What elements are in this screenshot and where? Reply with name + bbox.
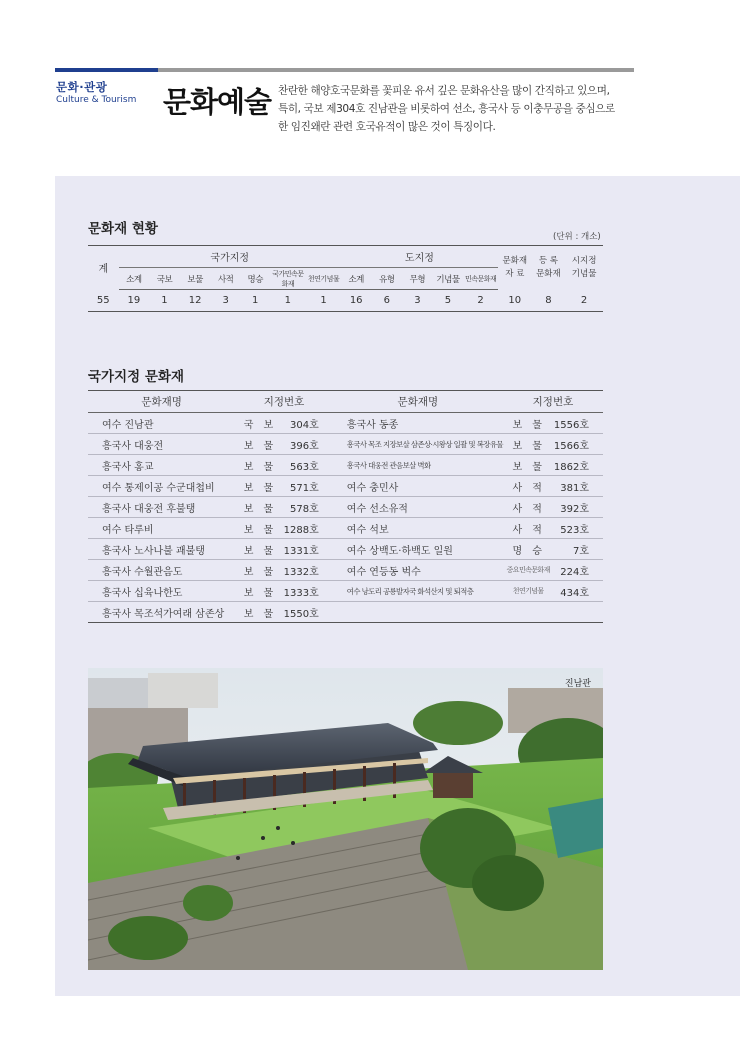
status-value: 10 <box>508 294 522 306</box>
status-value: 8 <box>545 294 552 306</box>
heritage-name: 흥국사 노사나불 괘불탱 <box>88 539 235 560</box>
heritage-table <box>88 390 603 623</box>
heritage-number: 1550호 <box>284 602 333 623</box>
col-registered-line: 등 록 <box>538 255 558 266</box>
status-value: 5 <box>444 295 452 306</box>
heritage-name: 흥국사 십육나한도 <box>88 581 235 602</box>
heritage-name <box>333 602 503 623</box>
heritage-heading: 국가지정 문화재 <box>88 369 184 385</box>
heritage-number: 381호 <box>553 476 603 497</box>
heritage-row <box>88 434 603 455</box>
heritage-type: 사적 <box>503 518 554 539</box>
heritage-name: 흥국사 대웅전 관음보살 벽화 <box>333 455 503 476</box>
heritage-number: 7호 <box>553 539 603 560</box>
heritage-name: 흥국사 목조석가여래 삼존상 <box>88 602 235 623</box>
heritage-name: 흥국사 대웅전 <box>88 434 235 455</box>
status-value: 3 <box>414 295 421 306</box>
status-value: 12 <box>188 295 202 306</box>
heritage-type <box>503 602 554 623</box>
col-city-line: 시지정 <box>571 255 597 266</box>
heritage-type: 국보 <box>235 413 283 434</box>
heritage-name: 여수 낭도리 공룡발자국 화석산지 및 퇴적층 <box>333 581 503 602</box>
heritage-name: 여수 통제이공 수군대첩비 <box>88 476 235 497</box>
heritage-row <box>88 602 603 623</box>
heritage-type: 보물 <box>235 476 283 497</box>
heritage-type: 보물 <box>235 539 283 560</box>
heritage-type: 보물 <box>235 497 283 518</box>
col-heritage-name: 문화재명 <box>397 396 439 408</box>
heritage-type: 보물 <box>503 434 554 455</box>
heritage-number: 1288호 <box>284 518 333 539</box>
col-city-line: 기념물 <box>571 268 597 279</box>
status-value: 1 <box>252 295 259 306</box>
heritage-number: 1332호 <box>284 560 333 581</box>
page-title: 문화예술 <box>163 85 272 119</box>
status-value: 3 <box>222 295 229 306</box>
jinnamgwan-illustration <box>88 668 603 970</box>
heritage-type: 명승 <box>503 539 554 560</box>
heritage-type: 중요민속문화재 <box>503 560 554 581</box>
col-material <box>498 246 532 290</box>
sub-header: 국보 <box>149 268 180 290</box>
heritage-row <box>88 539 603 560</box>
heritage-name: 여수 연등동 벅수 <box>333 560 503 581</box>
photo-caption: 진남관 <box>564 679 591 689</box>
sub-header: 천연기념물 <box>306 268 341 290</box>
heritage-type: 보물 <box>235 560 283 581</box>
heritage-row <box>88 497 603 518</box>
heritage-row <box>88 455 603 476</box>
sub-header: 기념물 <box>433 268 464 290</box>
heritage-row <box>88 518 603 539</box>
heritage-name: 흥국사 목조 지장보살 삼존상·시왕상 일괄 및 복장유물 <box>333 434 503 455</box>
status-value: 16 <box>349 295 363 306</box>
intro-line: 특히, 국보 제304호 진남관을 비롯하여 선소, 흥국사 등 이충무공을 중심으로 <box>278 103 615 115</box>
status-value: 6 <box>383 295 390 306</box>
heritage-type: 보물 <box>503 455 554 476</box>
sub-header: 사적 <box>210 268 241 290</box>
heritage-number: 1333호 <box>284 581 333 602</box>
status-table <box>88 245 603 312</box>
heritage-number <box>553 602 603 623</box>
heritage-type: 보물 <box>235 602 283 623</box>
heritage-type: 보물 <box>235 518 283 539</box>
col-total: 계 <box>98 264 109 276</box>
sub-header: 민속문화재 <box>463 268 498 290</box>
heritage-name: 여수 상백도·하백도 일원 <box>333 539 503 560</box>
sub-header: 무형 <box>402 268 433 290</box>
group-national: 국가지정 <box>119 246 341 268</box>
heritage-number: 523호 <box>553 518 603 539</box>
sub-header: 명승 <box>241 268 270 290</box>
heritage-name: 여수 석보 <box>333 518 503 539</box>
status-values-row <box>88 290 603 312</box>
status-value: 1 <box>320 295 327 306</box>
header-rule <box>158 68 634 72</box>
col-city <box>565 246 603 290</box>
heritage-number: 571호 <box>284 476 333 497</box>
col-registered <box>532 246 566 290</box>
intro-text <box>278 82 638 136</box>
intro-line: 찬란한 해양호국문화를 꽃피운 유서 깊은 문화유산을 많이 간직하고 있으며, <box>278 85 610 97</box>
unit-label: (단위 : 개소) <box>553 232 601 242</box>
heritage-row <box>88 413 603 434</box>
heritage-name: 흥국사 홍교 <box>88 455 235 476</box>
heritage-name: 흥국사 대웅전 후불탱 <box>88 497 235 518</box>
sub-header: 유형 <box>371 268 402 290</box>
section-label: 문화·관광 <box>56 80 108 94</box>
intro-line: 한 임진왜란 관련 호국유적이 많은 것이 특징이다. <box>278 121 496 133</box>
status-value: 2 <box>580 294 588 306</box>
heritage-row <box>88 476 603 497</box>
heritage-type: 보물 <box>235 455 283 476</box>
heritage-number: 1862호 <box>553 455 603 476</box>
heritage-type: 보물 <box>235 434 283 455</box>
heritage-number: 563호 <box>284 455 333 476</box>
heritage-type: 보물 <box>503 413 554 434</box>
heritage-number: 1566호 <box>553 434 603 455</box>
col-registered-line: 문화재 <box>536 268 561 279</box>
sub-header: 보물 <box>180 268 211 290</box>
sub-header: 국가민속문화재 <box>270 268 307 290</box>
heritage-number: 1331호 <box>284 539 333 560</box>
heritage-type: 보물 <box>235 581 283 602</box>
heritage-row <box>88 581 603 602</box>
status-heading: 문화재 현황 <box>88 221 158 237</box>
col-material-line: 자 료 <box>505 268 525 279</box>
jinnamgwan-photo <box>88 668 603 970</box>
status-value: 1 <box>161 295 168 306</box>
status-value: 1 <box>284 295 292 306</box>
heritage-type: 사적 <box>503 497 554 518</box>
heritage-row <box>88 560 603 581</box>
heritage-name: 여수 타루비 <box>88 518 235 539</box>
col-heritage-no: 지정번호 <box>532 396 574 408</box>
heritage-number: 304호 <box>284 413 333 434</box>
heritage-name: 여수 선소유적 <box>333 497 503 518</box>
header-accent-bar <box>55 68 158 72</box>
heritage-type: 사적 <box>503 476 554 497</box>
heritage-number: 396호 <box>284 434 333 455</box>
col-material-line: 문화재 <box>502 255 528 266</box>
heritage-name: 여수 진남관 <box>88 413 235 434</box>
heritage-type: 천연기념물 <box>503 581 554 602</box>
section-label-en: Culture & Tourism <box>56 95 137 105</box>
heritage-number: 224호 <box>553 560 603 581</box>
col-heritage-no: 지정번호 <box>263 396 305 408</box>
col-heritage-name: 문화재명 <box>141 396 182 408</box>
status-value: 19 <box>127 295 141 306</box>
sub-header: 소계 <box>119 268 150 290</box>
status-value: 55 <box>96 294 110 306</box>
heritage-name: 흥국사 수월관음도 <box>88 560 235 581</box>
group-provincial: 도지정 <box>341 246 498 268</box>
heritage-number: 434호 <box>553 581 603 602</box>
heritage-number: 578호 <box>284 497 333 518</box>
sub-header: 소계 <box>341 268 372 290</box>
heritage-number: 392호 <box>553 497 603 518</box>
status-value: 2 <box>477 295 484 306</box>
heritage-name: 여수 충민사 <box>333 476 503 497</box>
heritage-name: 흥국사 동종 <box>333 413 503 434</box>
heritage-number: 1556호 <box>553 413 603 434</box>
